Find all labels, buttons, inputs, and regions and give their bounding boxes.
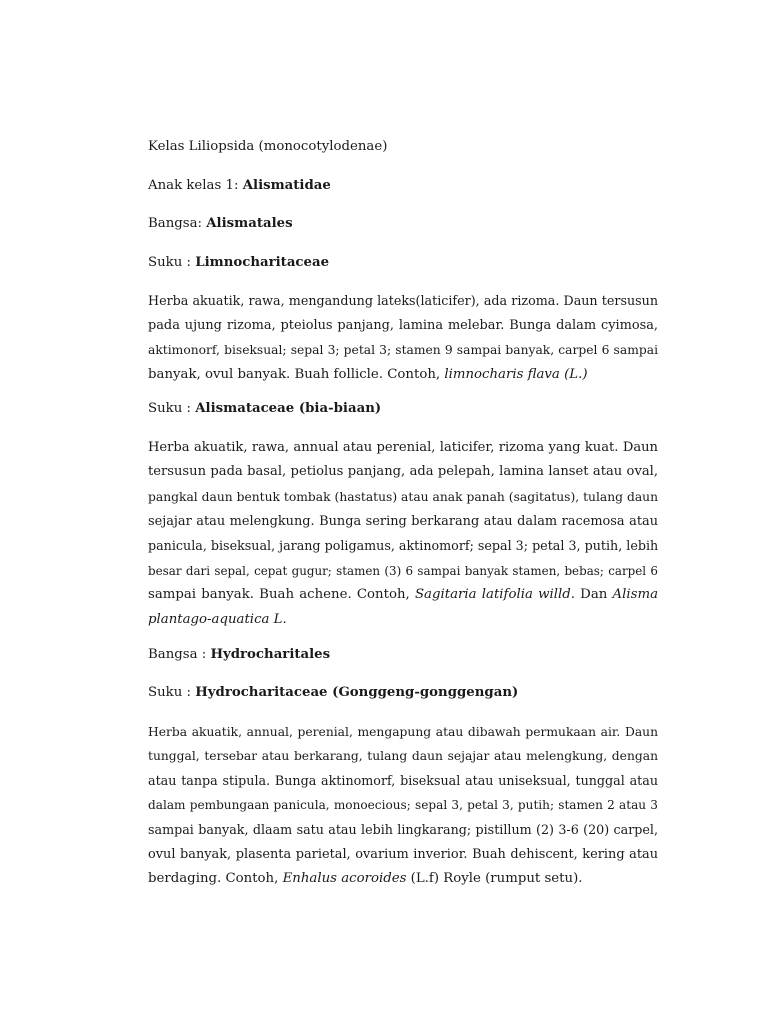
- subclass-label: Anak kelas 1:: [148, 177, 243, 193]
- family1-line: [148, 251, 658, 276]
- family3-desc-line-3: atau tanpa stipula. Bunga aktinomorf, biseksual atau uniseksual, tunggal atau: [148, 772, 658, 788]
- family3-desc-line-7-text: berdaging. Contoh,: [148, 871, 283, 887]
- family1-desc-line-2: pada ujung rizoma, pteiolus panjang, lamina melebar. Bunga dalam cyimosa,: [148, 317, 658, 333]
- family3-desc-line-2: tunggal, tersebar atau berkarang, tulang daun sejajar atau melengkung, dengan: [148, 749, 658, 764]
- class-heading-text: Kelas Liliopsida (monocotylodenae): [148, 139, 388, 154]
- family1-desc-line-3: aktimonorf, biseksual; sepal 3; petal 3; stamen 9 sampai banyak, carpel 6 sampai: [148, 343, 658, 358]
- family3-example-author: (L.f) Royle (rumput setu).: [406, 871, 583, 887]
- subclass-value: Alismatidae: [242, 177, 331, 193]
- document-page: [148, 135, 658, 902]
- family3-label: Suku :: [148, 685, 196, 701]
- family1-example: limnocharis flava (L.): [444, 366, 588, 382]
- family1-label: Suku :: [148, 254, 196, 270]
- order1-line: [148, 212, 658, 237]
- family2-example-1: Sagitaria latifolia willd.: [414, 587, 575, 603]
- family3-desc-line-1: Herba akuatik, annual, perenial, mengapung atau dibawah permukaan air. Daun: [148, 724, 658, 739]
- family3-line: [148, 681, 658, 706]
- family2-desc-line-5: panicula, biseksual, jarang poligamus, aktinomorf; sepal 3; petal 3, putih, lebih: [148, 538, 659, 554]
- family3-desc-line-7: [148, 867, 658, 892]
- family1-desc-line-4-text: banyak, ovul banyak. Buah follicle. Contoh,: [148, 366, 445, 382]
- family3-description: [148, 720, 658, 892]
- family2-desc-conjunction: Dan: [574, 587, 613, 603]
- family2-desc-line-6: besar dari sepal, cepat gugur; stamen (3) 6 sampai banyak stamen, bebas; carpel 6: [148, 563, 658, 578]
- family2-line: [148, 397, 658, 422]
- family2-label: Suku :: [148, 401, 196, 417]
- subclass-line: [148, 174, 658, 199]
- family3-example: Enhalus acoroides: [282, 871, 407, 887]
- class-heading: [148, 135, 658, 160]
- family3-desc-line-5: sampai banyak, dlaam satu atau lebih lingkarang; pistillum (2) 3-6 (20) carpel,: [148, 822, 658, 837]
- family1-desc-line-4: [148, 363, 658, 388]
- family1-description: [148, 289, 658, 387]
- family3-desc-line-4: dalam pembungaan panicula, monoecious; sepal 3, petal 3, putih; stamen 2 atau 3: [148, 798, 658, 813]
- family2-desc-line-4: sejajar atau melengkung. Bunga sering berkarang atau dalam racemosa atau: [148, 513, 658, 529]
- family3-value: Hydrocharitaceae (Gonggeng-gonggengan): [195, 685, 519, 701]
- family2-desc-line-3: pangkal daun bentuk tombak (hastatus) atau anak panah (sagitatus), tulang daun: [148, 490, 658, 505]
- family2-desc-line-7: [148, 583, 658, 608]
- family3-desc-line-6: ovul banyak, plasenta parietal, ovarium inverior. Buah dehiscent, kering atau: [148, 846, 658, 862]
- family2-desc-line-7-text: sampai banyak. Buah achene. Contoh,: [148, 587, 415, 603]
- family2-desc-line-1: Herba akuatik, rawa, annual atau perenial, laticifer, rizoma yang kuat. Daun: [148, 439, 658, 455]
- family1-value: Limnocharitaceae: [195, 254, 330, 270]
- family2-description: [148, 436, 658, 633]
- family2-example-2-species: plantago-aquatica L.: [148, 612, 287, 628]
- family2-value: Alismataceae (bia-biaan): [195, 401, 382, 417]
- order2-label: Bangsa :: [148, 646, 211, 662]
- order1-value: Alismatales: [206, 216, 293, 231]
- family2-desc-line-2: tersusun pada basal, petiolus panjang, ada pelepah, lamina lanset atau oval,: [148, 464, 658, 480]
- family2-example-2-genus: Alisma: [612, 587, 659, 603]
- family1-desc-line-1: Herba akuatik, rawa, mengandung lateks(laticifer), ada rizoma. Daun tersusun: [148, 293, 658, 308]
- order2-value: Hydrocharitales: [210, 646, 331, 662]
- order1-label: Bangsa:: [148, 216, 207, 231]
- order2-line: [148, 643, 658, 668]
- family2-desc-line-8: [148, 608, 658, 633]
